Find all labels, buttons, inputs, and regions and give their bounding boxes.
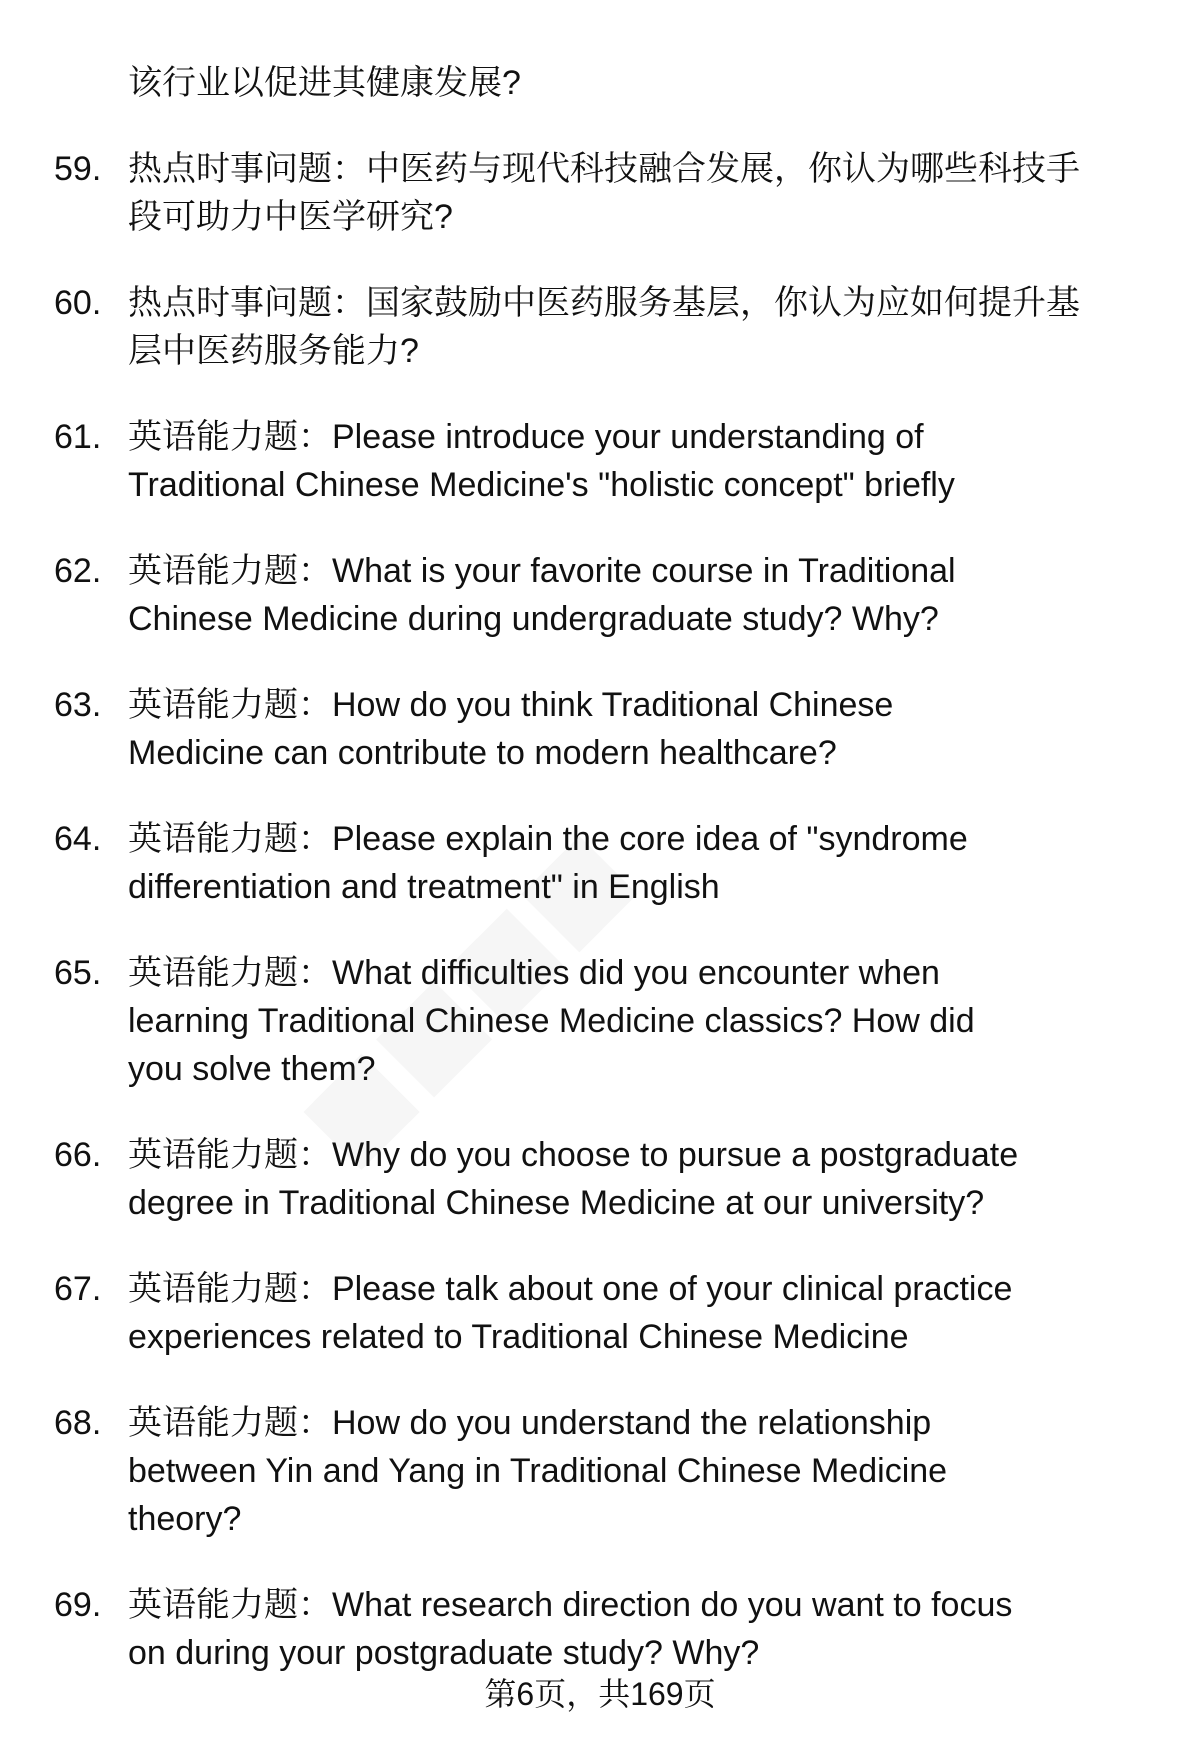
question-line: 该行业以促进其健康发展? bbox=[128, 64, 521, 102]
question-number: 59. bbox=[54, 150, 102, 188]
question-line: you solve them? bbox=[128, 1050, 376, 1088]
question-number: 68. bbox=[54, 1404, 102, 1442]
question-line: 段可助力中医学研究? bbox=[128, 198, 453, 236]
question-item bbox=[0, 1265, 1200, 1361]
question-line: 热点时事问题：中医药与现代科技融合发展，你认为哪些科技手 bbox=[128, 150, 1080, 188]
question-line: 英语能力题：How do you think Traditional Chinese bbox=[128, 686, 894, 724]
question-line: between Yin and Yang in Traditional Chinese Medicine bbox=[128, 1452, 948, 1490]
question-line: differentiation and treatment" in English bbox=[128, 868, 720, 906]
question-line: theory? bbox=[128, 1500, 242, 1538]
question-number: 61. bbox=[54, 418, 102, 456]
question-line: 层中医药服务能力? bbox=[128, 332, 419, 370]
question-number: 62. bbox=[54, 552, 102, 590]
question-item bbox=[0, 279, 1200, 375]
question-line: 热点时事问题：国家鼓励中医药服务基层，你认为应如何提升基 bbox=[128, 284, 1080, 322]
question-text bbox=[128, 279, 1200, 375]
question-text bbox=[128, 413, 1200, 509]
question-line: on during your postgraduate study? Why? bbox=[128, 1634, 760, 1672]
question-line: 英语能力题：What research direction do you want to focus bbox=[128, 1586, 1013, 1624]
question-line: degree in Traditional Chinese Medicine at our university? bbox=[128, 1184, 985, 1222]
question-item bbox=[0, 681, 1200, 777]
question-line: learning Traditional Chinese Medicine classics? How did bbox=[128, 1002, 975, 1040]
question-text bbox=[128, 1399, 1200, 1543]
question-item bbox=[0, 547, 1200, 643]
question-line: 英语能力题：How do you understand the relationship bbox=[128, 1404, 932, 1442]
question-text bbox=[128, 681, 1200, 777]
question-text bbox=[128, 1131, 1200, 1227]
question-list bbox=[0, 59, 1200, 1715]
question-text bbox=[128, 815, 1200, 911]
question-item bbox=[0, 145, 1200, 241]
question-text bbox=[128, 949, 1200, 1093]
question-item bbox=[0, 815, 1200, 911]
question-number: 60. bbox=[54, 284, 102, 322]
question-text bbox=[128, 1581, 1200, 1677]
question-number: 66. bbox=[54, 1136, 102, 1174]
continuation-item bbox=[0, 59, 1200, 107]
question-number: 67. bbox=[54, 1270, 102, 1308]
question-item bbox=[0, 413, 1200, 509]
question-item bbox=[0, 1581, 1200, 1677]
question-line: 英语能力题：Please talk about one of your clinical practice bbox=[128, 1270, 1013, 1308]
question-number: 65. bbox=[54, 954, 102, 992]
question-line: 英语能力题：What is your favorite course in Traditional bbox=[128, 552, 956, 590]
question-line: 英语能力题：Please introduce your understanding of bbox=[128, 418, 924, 456]
question-text bbox=[128, 547, 1200, 643]
question-item bbox=[0, 1399, 1200, 1543]
question-text bbox=[128, 145, 1200, 241]
question-item bbox=[0, 1131, 1200, 1227]
question-line: Traditional Chinese Medicine's "holistic concept" briefly bbox=[128, 466, 955, 504]
question-line: experiences related to Traditional Chinese Medicine bbox=[128, 1318, 909, 1356]
question-line: 英语能力题：Why do you choose to pursue a postgraduate bbox=[128, 1136, 1019, 1174]
question-text bbox=[128, 59, 1200, 107]
question-number: 69. bbox=[54, 1586, 102, 1624]
question-line: 英语能力题：Please explain the core idea of "syndrome bbox=[128, 820, 968, 858]
question-number: 64. bbox=[54, 820, 102, 858]
question-line: Medicine can contribute to modern healthcare? bbox=[128, 734, 837, 772]
question-number: 63. bbox=[54, 686, 102, 724]
question-line: Chinese Medicine during undergraduate study? Why? bbox=[128, 600, 939, 638]
question-text bbox=[128, 1265, 1200, 1361]
question-line: 英语能力题：What difficulties did you encounter when bbox=[128, 954, 940, 992]
question-item bbox=[0, 949, 1200, 1093]
page-footer: 第6页，共169页 bbox=[484, 1676, 716, 1712]
